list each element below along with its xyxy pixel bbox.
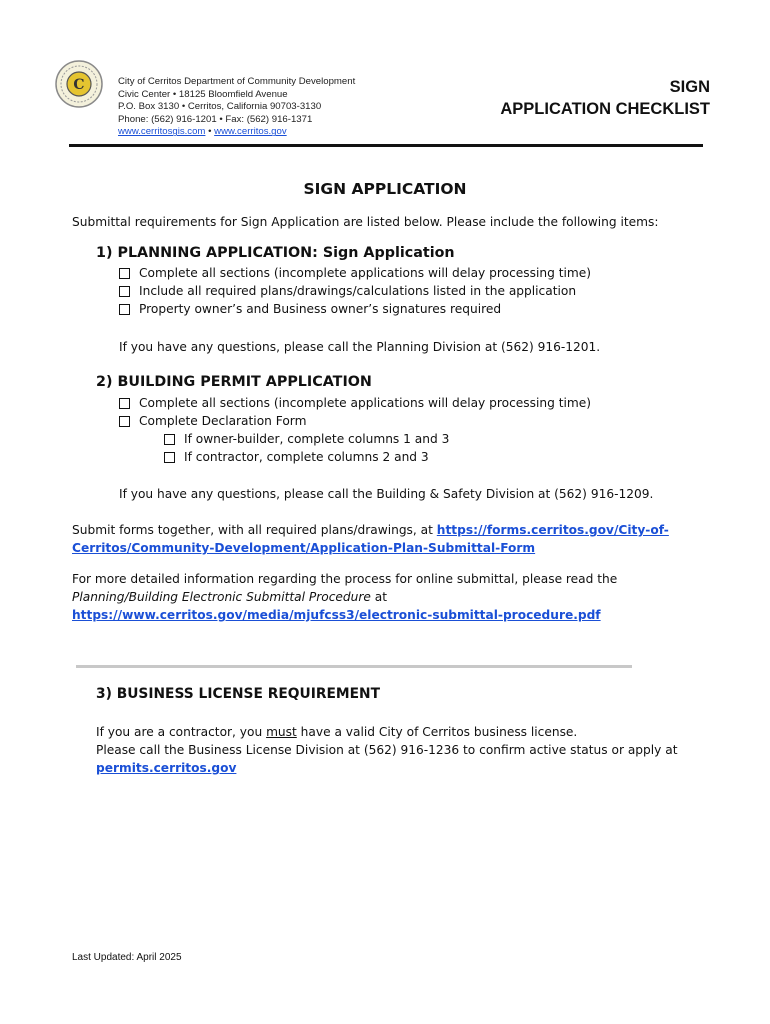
section3-text: have a valid City of Cerritos business license.: [296, 725, 578, 739]
section3-heading: 3) BUSINESS LICENSE REQUIREMENT: [96, 686, 380, 702]
section3-text: If you are a contractor, you: [96, 725, 267, 739]
section3-line2: Please call the Business License Division at (562) 916-1236 to confirm active status or apply at: [96, 743, 678, 757]
cerritosgis-link[interactable]: www.cerritosgis.com: [118, 126, 206, 138]
checkbox[interactable]: [164, 452, 175, 463]
last-updated: Last Updated: April 2025: [72, 952, 182, 963]
section3-body: [96, 723, 716, 777]
section1-heading: 1) PLANNING APPLICATION: Sign Application: [96, 245, 455, 261]
procedure-title: Planning/Building Electronic Submittal Procedure: [72, 590, 371, 604]
intro-text: Submittal requirements for Sign Application are listed below. Please include the following items:: [72, 215, 659, 229]
checklist-subitem[interactable]: [119, 430, 591, 448]
submit-prefix: Submit forms together, with all required plans/drawings, at: [72, 523, 437, 537]
checklist-subitem[interactable]: [119, 448, 591, 466]
header-links: [118, 126, 355, 139]
section2-heading: 2) BUILDING PERMIT APPLICATION: [96, 374, 372, 390]
checkbox[interactable]: [119, 286, 130, 297]
checklist-label: Include all required plans/drawings/calculations listed in the application: [139, 284, 577, 298]
checkbox[interactable]: [164, 434, 175, 445]
cerritos-gov-link[interactable]: www.cerritos.gov: [214, 126, 287, 138]
section2-note: If you have any questions, please call the Building & Safety Division at (562) 916-1209.: [119, 487, 654, 501]
document-title: [500, 76, 710, 120]
checklist-label: Property owner’s and Business owner’s signatures required: [139, 302, 502, 316]
svg-text:C: C: [73, 77, 85, 93]
checklist-label: Complete all sections (incomplete applications will delay processing time): [139, 396, 591, 410]
checkbox[interactable]: [119, 268, 130, 279]
street-address: Civic Center • 18125 Bloomfield Avenue: [118, 88, 288, 100]
header-divider: [69, 144, 703, 147]
section2-checklist: [119, 394, 591, 466]
checklist-label: Complete Declaration Form: [139, 414, 307, 428]
checkbox[interactable]: [119, 304, 130, 315]
main-title: SIGN APPLICATION: [303, 180, 467, 198]
checklist-item[interactable]: [119, 264, 591, 282]
more-info-at: at: [370, 590, 387, 604]
checklist-item[interactable]: [119, 300, 591, 318]
header-address-block: [118, 76, 355, 139]
checkbox[interactable]: [119, 398, 130, 409]
po-box: P.O. Box 3130 • Cerritos, California 90703-3130: [118, 101, 322, 113]
permits-link[interactable]: permits.cerritos.gov: [96, 761, 237, 775]
more-info-line1: For more detailed information regarding the process for online submittal, please read the: [72, 572, 618, 586]
checklist-item[interactable]: [119, 282, 591, 300]
title-line-2: APPLICATION CHECKLIST: [500, 100, 710, 118]
org-name: City of Cerritos Department of Community Development: [118, 76, 356, 87]
checklist-item[interactable]: [119, 412, 591, 430]
checklist-label: If contractor, complete columns 2 and 3: [184, 450, 429, 464]
procedure-pdf-link[interactable]: https://www.cerritos.gov/media/mjufcss3/electronic-submittal-procedure.pdf: [72, 608, 601, 622]
link-separator: •: [205, 126, 215, 138]
checklist-item[interactable]: [119, 394, 591, 412]
must-emphasis: must: [266, 725, 297, 739]
checklist-label: If owner-builder, complete columns 1 and 3: [184, 432, 450, 446]
city-seal-logo: [54, 59, 104, 109]
submit-paragraph: [72, 521, 712, 557]
checklist-label: Complete all sections (incomplete applications will delay processing time): [139, 266, 591, 280]
submittal-form-link[interactable]: https://forms.cerritos.gov/City-of-: [436, 523, 669, 537]
section-divider: [76, 665, 632, 668]
submittal-form-link-cont[interactable]: Cerritos/Community-Development/Application-Plan-Submittal-Form: [72, 541, 536, 555]
more-info-paragraph: [72, 570, 722, 624]
checkbox[interactable]: [119, 416, 130, 427]
phone-fax: Phone: (562) 916-1201 • Fax: (562) 916-1371: [118, 113, 313, 125]
title-line-1: SIGN: [669, 78, 710, 96]
section1-checklist: [119, 264, 591, 318]
section1-note: If you have any questions, please call the Planning Division at (562) 916-1201.: [119, 340, 601, 354]
